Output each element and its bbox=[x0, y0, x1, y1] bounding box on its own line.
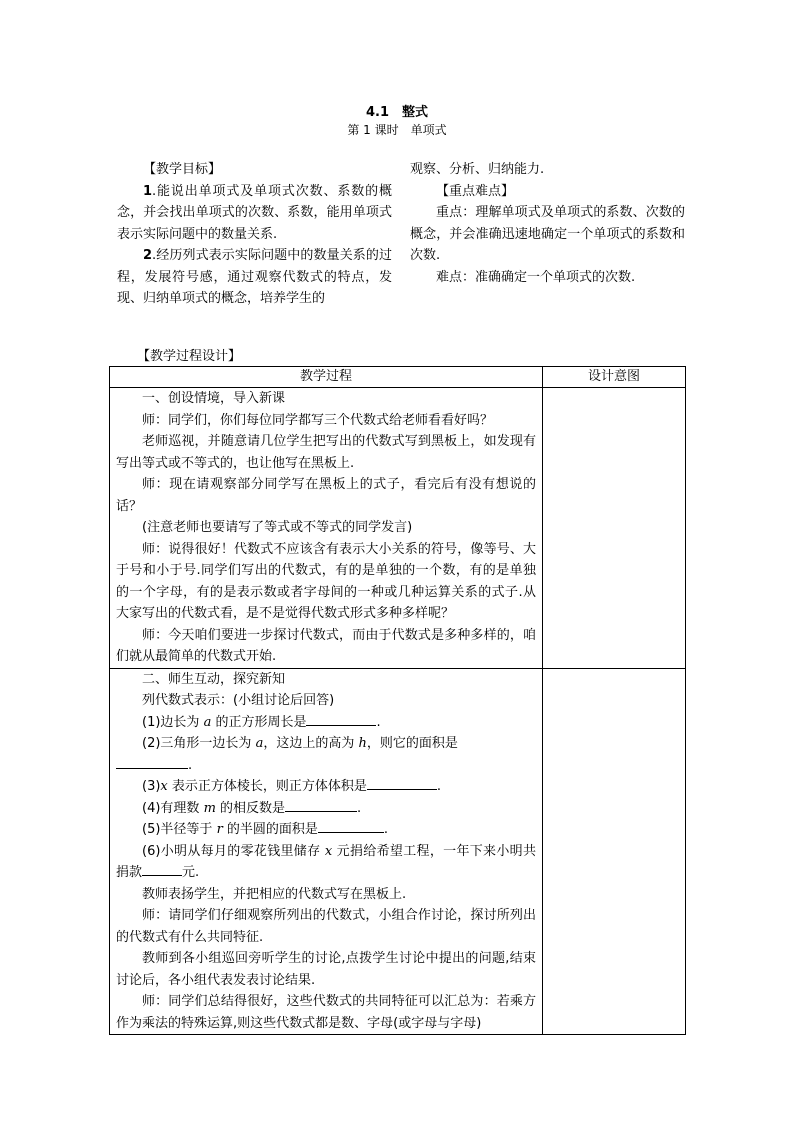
answer-blank[interactable] bbox=[367, 777, 437, 790]
answer-blank[interactable] bbox=[116, 756, 188, 769]
key-point: 重点：理解单项式及单项式的系数、次数的概念，并会准确迅速地确定一个单项式的系数和次数. bbox=[410, 205, 685, 263]
process-heading: 【教学过程设计】 bbox=[137, 349, 242, 364]
goals-column bbox=[117, 159, 392, 310]
answer-blank[interactable] bbox=[318, 820, 384, 833]
goal-item-1-number: 1 bbox=[143, 183, 153, 199]
part1-cell bbox=[110, 388, 543, 669]
difficult-point: 难点：准确确定一个单项式的次数. bbox=[436, 269, 636, 285]
process-table bbox=[109, 366, 686, 1035]
question-2-blank-line: . bbox=[116, 755, 536, 777]
section-title: 4.1 整式 bbox=[365, 105, 429, 120]
goal-item-2-continued: 观察、分析、归纳能力. bbox=[410, 162, 545, 177]
lesson-title: 第 1 课时 单项式 bbox=[347, 123, 447, 137]
table-row-part2 bbox=[110, 668, 686, 1035]
goal-item-2-text: .经历列式表示实际问题中的数量关系的过程，发展符号感，通过观察代数式的特点，发现、归纳单项式的概念，培养学生的 bbox=[117, 248, 392, 306]
table-row-part1 bbox=[110, 388, 686, 669]
part2-intent-cell bbox=[543, 668, 686, 1035]
goals-heading: 【教学目标】 bbox=[143, 162, 222, 177]
goal-item-1-text: .能说出单项式及单项式次数、系数的概念，并会找出单项式的次数、系数，能用单项式表示实际问题中的数量关系. bbox=[117, 183, 392, 242]
table-header-row bbox=[110, 367, 686, 388]
part2-paragraph: 教师到各小组巡回旁听学生的讨论,点拨学生讨论中提出的问题,结束讨论后，各小组代表发表讨论结果. bbox=[116, 951, 536, 988]
header-teaching-process: 教学过程 bbox=[110, 367, 543, 388]
question-2: (2)三角形一边长为 a，这边上的高为 h，则它的面积是 bbox=[142, 736, 458, 751]
part2-intro: 列代数式表示：(小组讨论后回答) bbox=[142, 693, 335, 708]
part1-paragraph: 师：今天咱们要进一步探讨代数式，而由于代数式是多种多样的，咱们就从最简单的代数式开始. bbox=[116, 627, 536, 664]
goal-item-2-number: 2 bbox=[143, 248, 153, 263]
part1-paragraph: 师：现在请观察部分同学写在黑板上的式子，看完后有没有想说的话？ bbox=[116, 477, 536, 514]
part1-paragraph: (注意老师也要请写了等式或不等式的同学发言) bbox=[142, 520, 413, 535]
question-1: (1)边长为 a 的正方形周长是 . bbox=[142, 714, 381, 730]
part1-heading: 一、创设情境，导入新课 bbox=[142, 391, 286, 406]
part2-paragraph: 教师表扬学生，并把相应的代数式写在黑板上. bbox=[142, 886, 407, 902]
question-5: (5)半径等于 r 的半圆的面积是 . bbox=[142, 822, 389, 837]
answer-blank[interactable] bbox=[142, 863, 182, 876]
question-4: (4)有理数 m 的相反数是 . bbox=[142, 800, 362, 816]
part1-paragraph: 老师巡视，并随意请几位学生把写出的代数式写到黑板上，如发现有写出等式或不等式的，也让他写在黑板上. bbox=[116, 434, 536, 471]
goal-item-1 bbox=[117, 181, 392, 246]
header-design-intent: 设计意图 bbox=[543, 367, 686, 388]
answer-blank[interactable] bbox=[306, 713, 376, 726]
part2-cell bbox=[110, 668, 543, 1035]
part1-intent-cell bbox=[543, 388, 686, 669]
keypoints-column bbox=[410, 159, 685, 288]
question-6: (6)小明从每月的零花钱里储存 x 元捐给希望工程，一年下来小明共捐款 元. bbox=[116, 843, 536, 880]
part1-paragraph: 师：说得很好！代数式不应该含有表示大小关系的符号，像等号、大于号和小于号.同学们写出的代数式，有的是单独的一个数，有的是单独的一个字母，有的是表示数或者字母间的一种或几种运算关系的式子.从大家写出的代数式看，是不是觉得代数式形式多种多样呢？ bbox=[116, 541, 536, 621]
part2-paragraph: 师：同学们总结得很好，这些代数式的共同特征可以汇总为：若乘方作为乘法的特殊运算,则这些代数式都是数、字母(或字母与字母) bbox=[116, 994, 536, 1031]
part2-paragraph: 师：请同学们仔细观察所列出的代数式，小组合作讨论，探讨所列出的代数式有什么共同特征. bbox=[116, 908, 536, 945]
answer-blank[interactable] bbox=[285, 799, 357, 812]
goal-item-2 bbox=[117, 245, 392, 310]
question-3: (3)x 表示正方体棱长，则正方体体积是 . bbox=[142, 779, 442, 794]
keypoints-heading: 【重点难点】 bbox=[436, 183, 515, 199]
part1-paragraph: 师：同学们，你们每位同学都写三个代数式给老师看看好吗？ bbox=[142, 412, 494, 428]
part2-heading: 二、师生互动，探究新知 bbox=[142, 671, 286, 687]
